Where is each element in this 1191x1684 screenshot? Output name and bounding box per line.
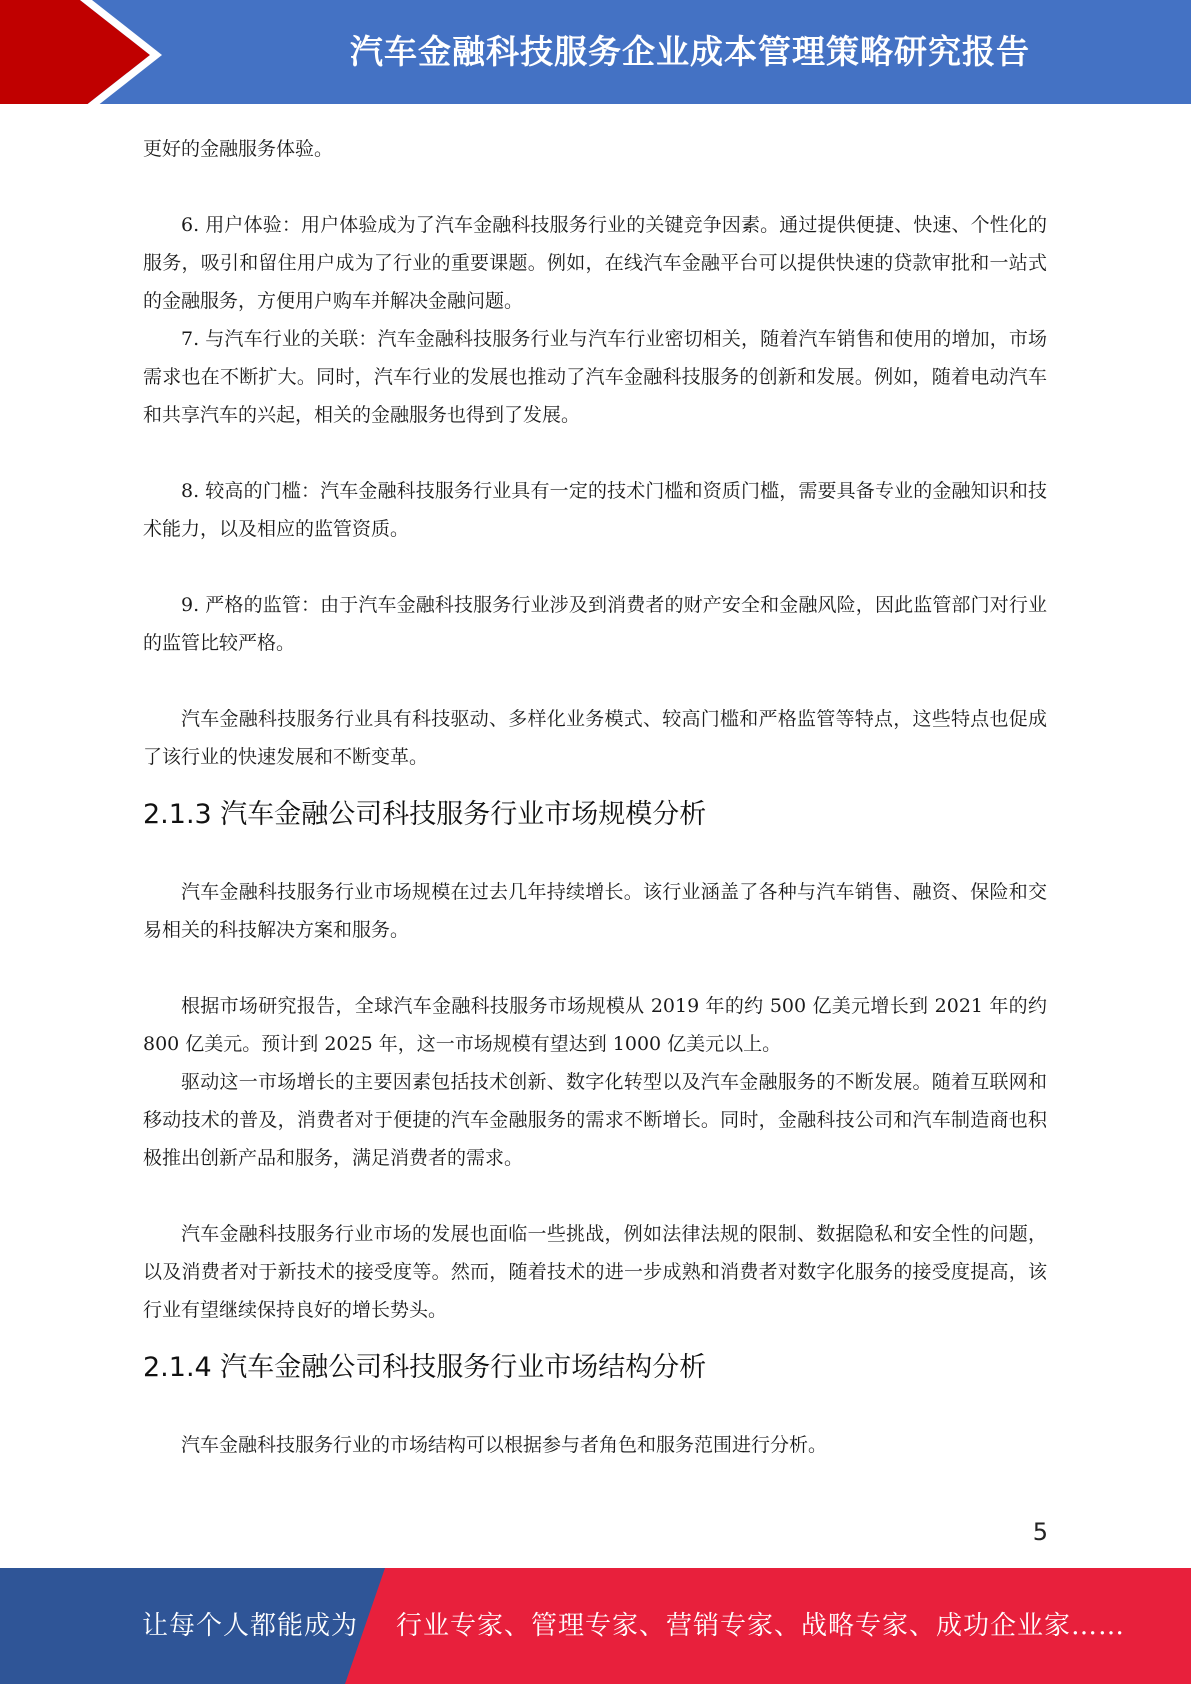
paragraph-market-scale-1: 汽车金融科技服务行业市场规模在过去几年持续增长。该行业涵盖了各种与汽车销售、融资、保险和交易相关的科技解决方案和服务。 xyxy=(143,881,1047,941)
section-heading-2-1-3: 2.1.3 汽车金融公司科技服务行业市场规模分析 xyxy=(143,799,707,830)
footer-slogan-right: 行业专家、管理专家、营销专家、战略专家、成功企业家…… xyxy=(396,1611,1126,1641)
spacer xyxy=(143,168,1047,206)
spacer xyxy=(143,1388,1047,1426)
paragraph-market-structure-1: 汽车金融科技服务行业的市场结构可以根据参与者角色和服务范围进行分析。 xyxy=(181,1434,828,1456)
footer-slogan-left: 让每个人都能成为 xyxy=(142,1611,359,1641)
section-heading-2-1-4: 2.1.4 汽车金融公司科技服务行业市场结构分析 xyxy=(143,1352,707,1383)
paragraph-item-7: 7. 与汽车行业的关联：汽车金融科技服务行业与汽车行业密切相关，随着汽车销售和使用的增加，市场需求也在不断扩大。同时，汽车行业的发展也推动了汽车金融科技服务的创新和发展。例如，随着电动汽车和共享汽车的兴起，相关的金融服务也得到了发展。 xyxy=(143,328,1047,426)
page-header xyxy=(0,0,1191,110)
spacer xyxy=(143,434,1047,472)
paragraph-market-scale-4: 汽车金融科技服务行业市场的发展也面临一些挑战，例如法律法规的限制、数据隐私和安全性的问题，以及消费者对于新技术的接受度等。然而，随着技术的进一步成熟和消费者对数字化服务的接受度提高，该行业有望继续保持良好的增长势头。 xyxy=(143,1223,1047,1321)
paragraph-item-9: 9. 严格的监管：由于汽车金融科技服务行业涉及到消费者的财产安全和金融风险，因此监管部门对行业的监管比较严格。 xyxy=(143,594,1047,654)
paragraph-market-scale-3: 驱动这一市场增长的主要因素包括技术创新、数字化转型以及汽车金融服务的不断发展。随着互联网和移动技术的普及，消费者对于便捷的汽车金融服务的需求不断增长。同时，金融科技公司和汽车制造商也积极推出创新产品和服务，满足消费者的需求。 xyxy=(143,1071,1047,1169)
document-body xyxy=(143,130,1047,1464)
spacer xyxy=(143,1329,1047,1348)
paragraph-continuation: 更好的金融服务体验。 xyxy=(143,138,334,160)
spacer xyxy=(143,835,1047,873)
spacer xyxy=(143,548,1047,586)
spacer xyxy=(143,776,1047,795)
spacer xyxy=(143,949,1047,987)
paragraph-item-8: 8. 较高的门槛：汽车金融科技服务行业具有一定的技术门槛和资质门槛，需要具备专业的金融知识和技术能力，以及相应的监管资质。 xyxy=(143,480,1047,540)
page-number: 5 xyxy=(1032,1518,1048,1546)
spacer xyxy=(143,662,1047,700)
paragraph-item-6: 6. 用户体验：用户体验成为了汽车金融科技服务行业的关键竞争因素。通过提供便捷、快速、个性化的服务，吸引和留住用户成为了行业的重要课题。例如，在线汽车金融平台可以提供快速的贷款审批和一站式的金融服务，方便用户购车并解决金融问题。 xyxy=(143,214,1047,312)
paragraph-summary: 汽车金融科技服务行业具有科技驱动、多样化业务模式、较高门槛和严格监管等特点，这些特点也促成了该行业的快速发展和不断变革。 xyxy=(143,708,1047,768)
spacer xyxy=(143,1177,1047,1215)
document-title: 汽车金融科技服务企业成本管理策略研究报告 xyxy=(350,32,1030,71)
page-footer xyxy=(0,1568,1191,1684)
paragraph-market-scale-2: 根据市场研究报告，全球汽车金融科技服务市场规模从 2019 年的约 500 亿美元增长到 2021 年的约 800 亿美元。预计到 2025 年，这一市场规模有望达到 1000 亿美元以上。 xyxy=(143,995,1047,1055)
